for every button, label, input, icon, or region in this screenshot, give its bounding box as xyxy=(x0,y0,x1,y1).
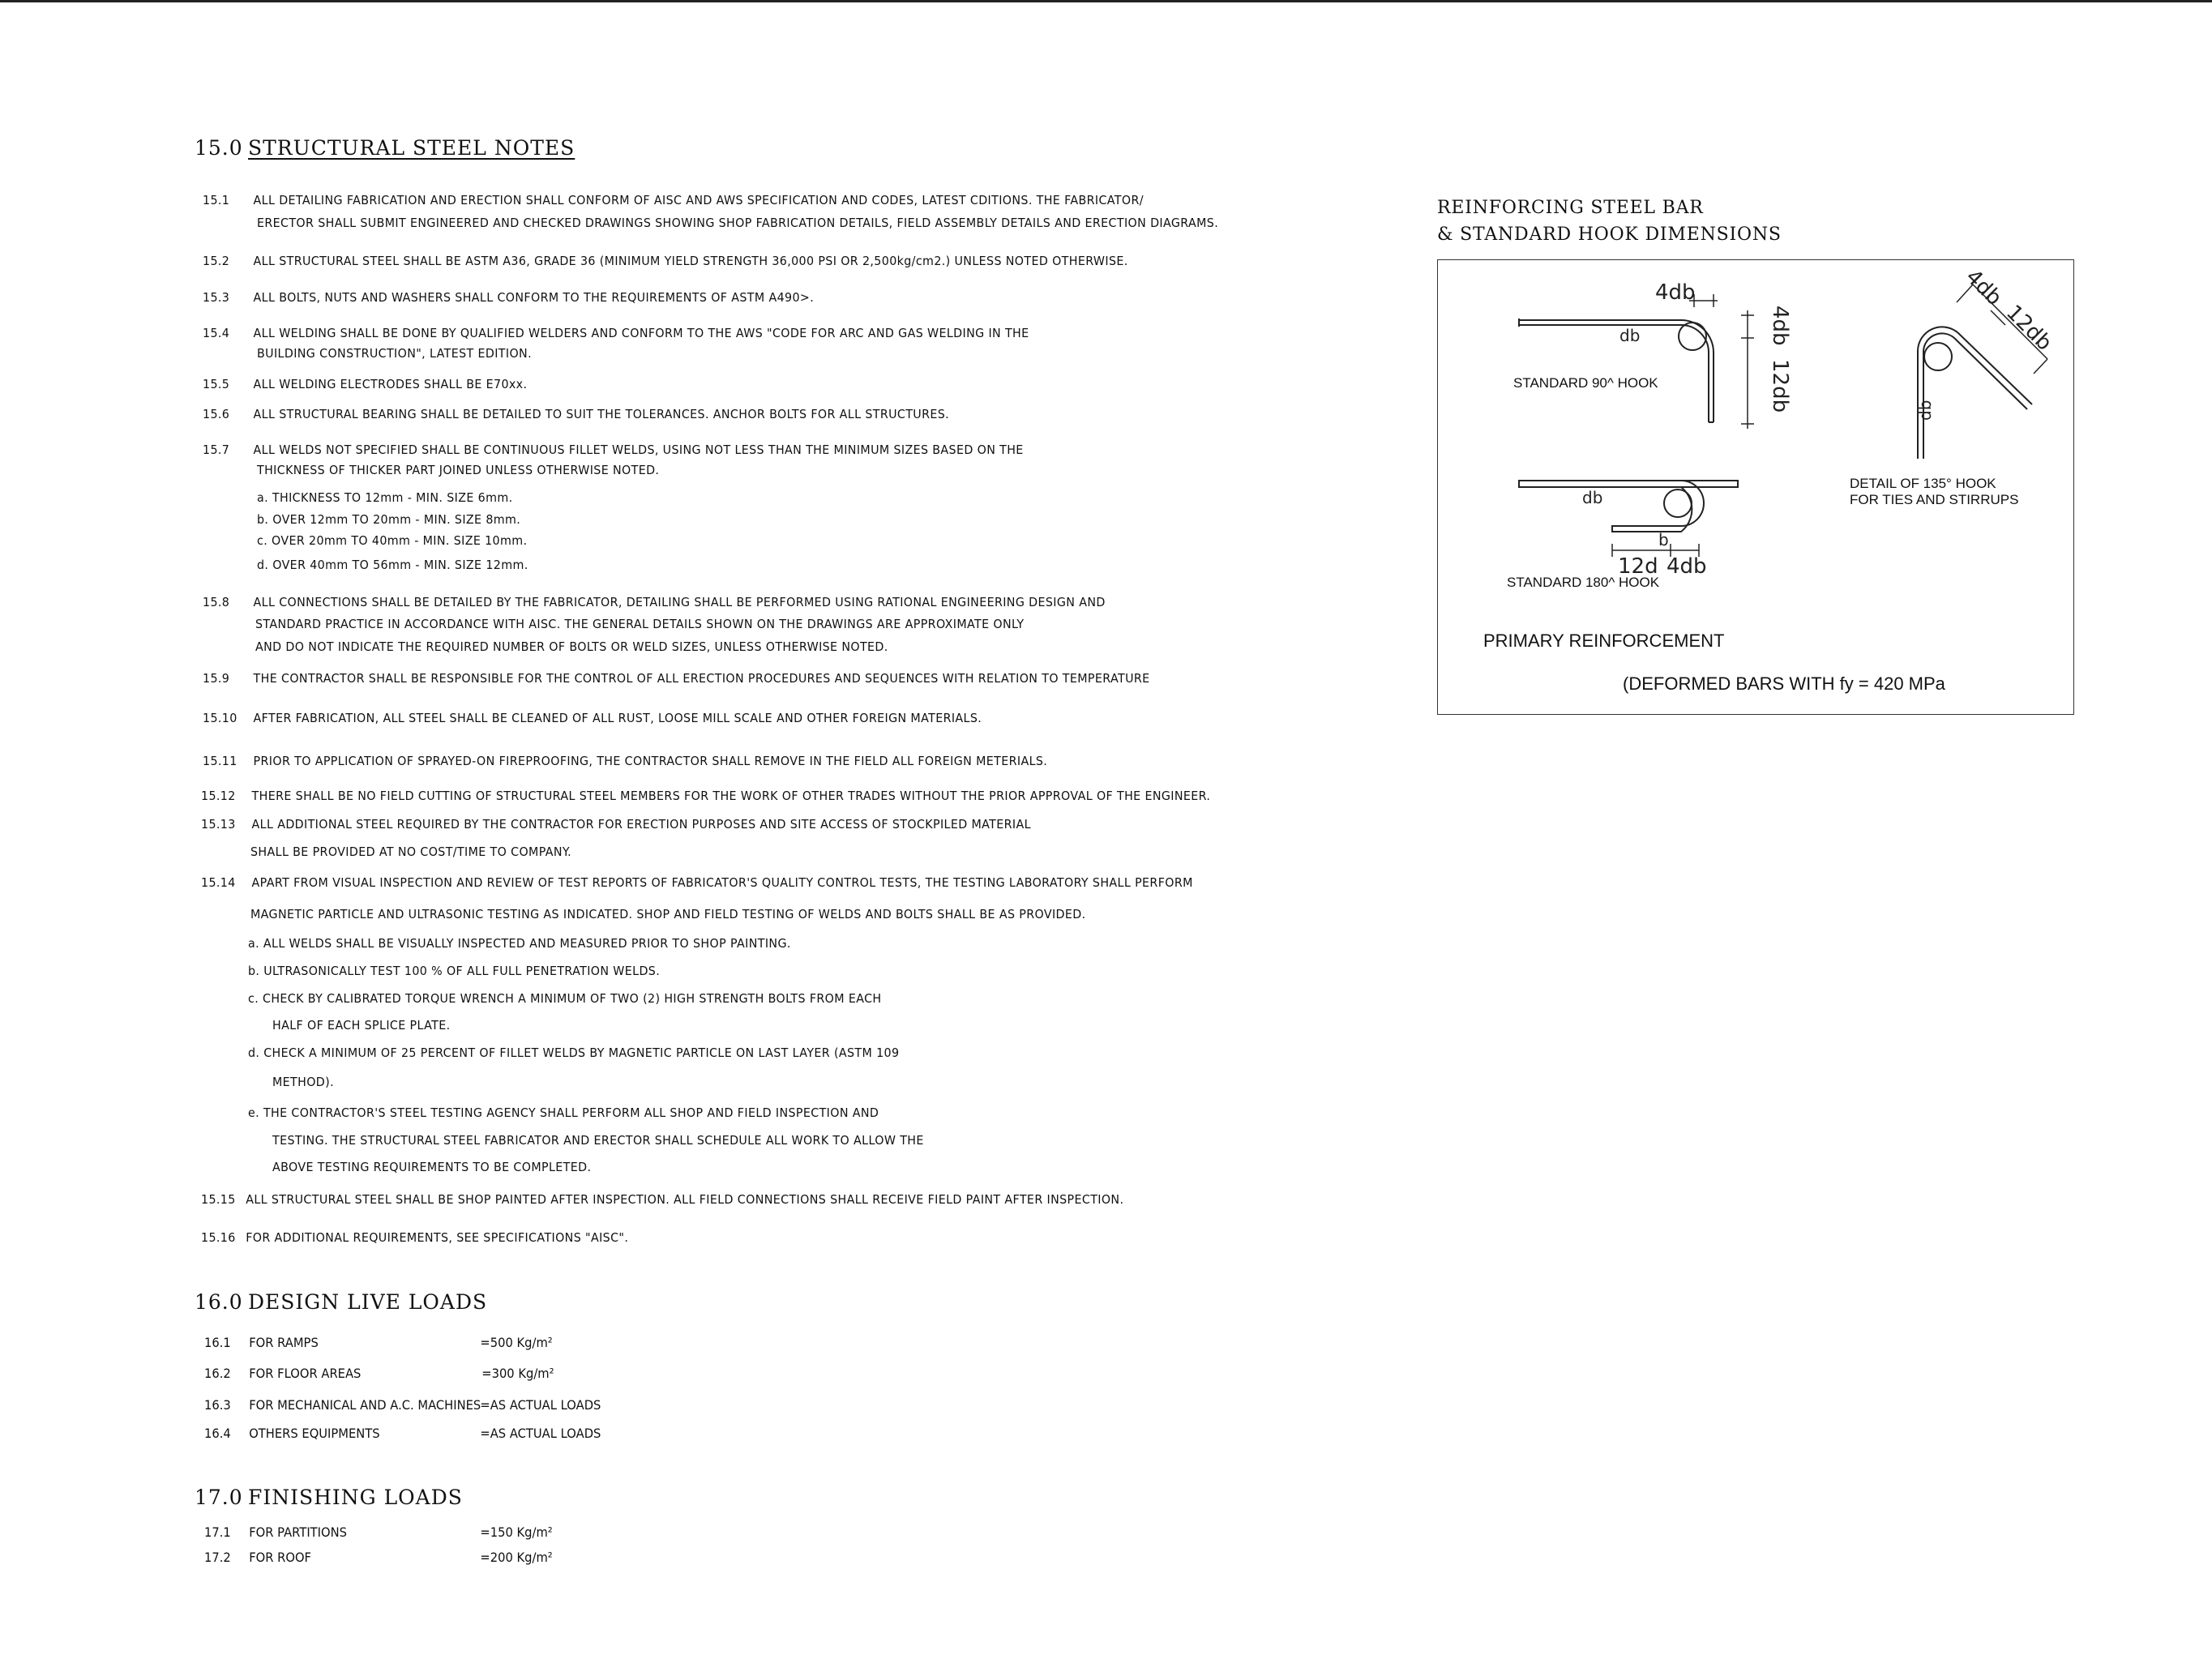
dim-180-12d: 12d xyxy=(1618,554,1658,579)
dim-90-db: db xyxy=(1619,326,1641,345)
label-primary-reinforcement: PRIMARY REINFORCEMENT xyxy=(1483,631,1725,651)
hook-90-bar xyxy=(1519,320,1714,422)
note-15-1-line2: ERECTOR SHALL SUBMIT ENGINEERED AND CHECKED DRAWINGS SHOWING SHOP FABRICATION DETAILS, FIELD ASSEMBLY DETAILS AND ERECTION DIAGRAMS. xyxy=(257,216,1219,230)
hook-180-loop xyxy=(1612,481,1704,532)
note-text: ALL WELDS NOT SPECIFIED SHALL BE CONTINUOUS FILLET WELDS, USING NOT LESS THAN THE MINIMUM SIZES BASED ON THE xyxy=(253,443,1024,457)
note-number: 15.12 xyxy=(201,789,236,803)
load-value: =200 Kg/m² xyxy=(480,1550,553,1565)
section-title: STRUCTURAL STEEL NOTES xyxy=(248,136,575,160)
note-15-8-line2: STANDARD PRACTICE IN ACCORDANCE WITH AISC. THE GENERAL DETAILS SHOWN ON THE DRAWINGS ARE APPROXIMATE ONLY xyxy=(255,617,1025,631)
note-number: 15.3 xyxy=(203,290,230,305)
hook-135-bar-inner xyxy=(1923,333,2027,459)
note-number: 15.15 xyxy=(201,1192,236,1207)
label-standard-180-hook: STANDARD 180^ HOOK xyxy=(1507,575,1660,590)
section-number: 16.0 xyxy=(195,1290,243,1314)
note-15-14-line2: MAGNETIC PARTICLE AND ULTRASONIC TESTING AS INDICATED. SHOP AND FIELD TESTING OF WELDS AND BOLTS SHALL BE AS PROVIDED. xyxy=(250,907,1086,921)
note-number: 15.16 xyxy=(201,1230,236,1245)
note-text: PRIOR TO APPLICATION OF SPRAYED-ON FIREPROOFING, THE CONTRACTOR SHALL REMOVE IN THE FIELD ALL FOREIGN METERIALS. xyxy=(253,754,1048,768)
hook-180-bar xyxy=(1519,481,1738,487)
load-number: 16.3 xyxy=(204,1397,231,1413)
note-number: 15.2 xyxy=(203,254,230,268)
load-item: FOR RAMPS xyxy=(249,1335,319,1350)
dim-135-4db: 4db xyxy=(1961,264,2007,310)
load-number: 17.2 xyxy=(204,1550,231,1565)
note-text: ALL STRUCTURAL STEEL SHALL BE SHOP PAINTED AFTER INSPECTION. ALL FIELD CONNECTIONS SHALL RECEIVE FIELD PAINT AFTER INSPECTION. xyxy=(246,1192,1124,1207)
note-15-14-e2: TESTING. THE STRUCTURAL STEEL FABRICATOR AND ERECTOR SHALL SCHEDULE ALL WORK TO ALLOW THE xyxy=(272,1133,924,1148)
hook-180-pin xyxy=(1664,490,1692,517)
dim-90-4db-vert: 4db xyxy=(1768,306,1792,346)
note-number: 15.10 xyxy=(203,711,237,725)
note-15-7-a: a. THICKNESS TO 12mm - MIN. SIZE 6mm. xyxy=(257,490,513,505)
note-15-7-c: c. OVER 20mm TO 40mm - MIN. SIZE 10mm. xyxy=(257,533,528,548)
note-text: THE CONTRACTOR SHALL BE RESPONSIBLE FOR THE CONTROL OF ALL ERECTION PROCEDURES AND SEQUENCES WITH RELATION TO TEMPERATURE xyxy=(253,671,1150,686)
note-15-13-line2: SHALL BE PROVIDED AT NO COST/TIME TO COMPANY. xyxy=(250,844,572,859)
note-text: ALL WELDING SHALL BE DONE BY QUALIFIED WELDERS AND CONFORM TO THE AWS "CODE FOR ARC AND GAS WELDING IN THE xyxy=(253,326,1029,340)
label-135-hook-line1: DETAIL OF 135° HOOK xyxy=(1850,476,1996,491)
note-number: 15.7 xyxy=(203,443,230,457)
load-number: 16.4 xyxy=(204,1426,231,1441)
section-17-heading xyxy=(195,1486,463,1509)
note-text: APART FROM VISUAL INSPECTION AND REVIEW OF TEST REPORTS OF FABRICATOR'S QUALITY CONTROL TESTS, THE TESTING LABORATORY SHALL PERFORM xyxy=(251,875,1193,890)
note-number: 15.5 xyxy=(203,377,230,391)
load-value: =AS ACTUAL LOADS xyxy=(480,1397,601,1413)
section-title: FINISHING LOADS xyxy=(248,1486,463,1509)
note-15-14-c1: c. CHECK BY CALIBRATED TORQUE WRENCH A MINIMUM OF TWO (2) HIGH STRENGTH BOLTS FROM EACH xyxy=(248,991,882,1006)
dim-90-4db: 4db xyxy=(1655,280,1696,305)
hook-90-bar-inner xyxy=(1519,325,1709,422)
top-border-line xyxy=(0,0,2212,2)
dim-180-4db: 4db xyxy=(1666,554,1707,579)
load-number: 16.2 xyxy=(204,1366,231,1381)
note-number: 15.6 xyxy=(203,407,230,421)
hook-135-pin xyxy=(1924,343,1952,370)
note-15-14-e1: e. THE CONTRACTOR'S STEEL TESTING AGENCY SHALL PERFORM ALL SHOP AND FIELD INSPECTION AND xyxy=(248,1105,879,1120)
label-standard-90-hook: STANDARD 90^ HOOK xyxy=(1513,375,1658,391)
diagram-title-line1: REINFORCING STEEL BAR xyxy=(1437,198,1704,218)
note-text: ALL STRUCTURAL STEEL SHALL BE ASTM A36, GRADE 36 (MINIMUM YIELD STRENGTH 36,000 PSI OR 2,500kg/cm2.) UNLESS NOTED OTHERWISE. xyxy=(253,254,1128,268)
load-number: 17.1 xyxy=(204,1524,231,1540)
dim-180-b: b xyxy=(1658,530,1669,549)
hook-dimensions-diagram xyxy=(1437,259,2074,715)
dim-90-12db: 12db xyxy=(1768,359,1792,413)
note-number: 15.13 xyxy=(201,817,236,832)
dim-135-db: db xyxy=(1915,400,1935,421)
section-16-heading xyxy=(195,1290,487,1314)
note-number: 15.11 xyxy=(203,754,237,768)
note-text: AFTER FABRICATION, ALL STEEL SHALL BE CLEANED OF ALL RUST, LOOSE MILL SCALE AND OTHER FOREIGN MATERIALS. xyxy=(253,711,982,725)
load-item: FOR MECHANICAL AND A.C. MACHINES xyxy=(249,1397,481,1413)
diagram-title-line2: & STANDARD HOOK DIMENSIONS xyxy=(1437,224,1782,245)
note-text: ALL WELDING ELECTRODES SHALL BE E70xx. xyxy=(253,377,528,391)
hook-135-bar xyxy=(1918,327,2032,459)
load-value: =300 Kg/m² xyxy=(481,1366,554,1381)
note-text: ALL DETAILING FABRICATION AND ERECTION SHALL CONFORM OF AISC AND AWS SPECIFICATION AND CODES, LATEST CDITIONS. THE FABRICATOR/ xyxy=(253,193,1144,207)
note-15-14-a: a. ALL WELDS SHALL BE VISUALLY INSPECTED AND MEASURED PRIOR TO SHOP PAINTING. xyxy=(248,936,791,951)
note-text: ALL BOLTS, NUTS AND WASHERS SHALL CONFORM TO THE REQUIREMENTS OF ASTM A490>. xyxy=(253,290,815,305)
note-text: ALL ADDITIONAL STEEL REQUIRED BY THE CONTRACTOR FOR ERECTION PURPOSES AND SITE ACCESS OF STOCKPILED MATERIAL xyxy=(251,817,1031,832)
note-text: ALL CONNECTIONS SHALL BE DETAILED BY THE FABRICATOR, DETAILING SHALL BE PERFORMED USING RATIONAL ENGINEERING DESIGN AND xyxy=(253,595,1106,609)
load-value: =500 Kg/m² xyxy=(480,1335,553,1350)
label-135-hook-line2: FOR TIES AND STIRRUPS xyxy=(1850,492,2019,507)
load-item: FOR ROOF xyxy=(249,1550,312,1565)
note-15-7-line2: THICKNESS OF THICKER PART JOINED UNLESS OTHERWISE NOTED. xyxy=(257,463,660,477)
load-item: OTHERS EQUIPMENTS xyxy=(249,1426,380,1441)
load-item: FOR PARTITIONS xyxy=(249,1524,347,1540)
note-number: 15.8 xyxy=(203,595,230,609)
note-15-14-b: b. ULTRASONICALLY TEST 100 % OF ALL FULL PENETRATION WELDS. xyxy=(248,964,661,978)
dim-180-db: db xyxy=(1582,488,1603,507)
dim-135-12db: 12db xyxy=(2001,300,2056,356)
note-number: 15.14 xyxy=(201,875,236,890)
note-text: FOR ADDITIONAL REQUIREMENTS, SEE SPECIFICATIONS "AISC". xyxy=(246,1230,629,1245)
section-number: 15.0 xyxy=(195,136,243,160)
note-15-7-b: b. OVER 12mm TO 20mm - MIN. SIZE 8mm. xyxy=(257,512,521,527)
section-title: DESIGN LIVE LOADS xyxy=(248,1290,488,1314)
note-text: THERE SHALL BE NO FIELD CUTTING OF STRUCTURAL STEEL MEMBERS FOR THE WORK OF OTHER TRADES WITHOUT THE PRIOR APPROVAL OF THE ENGINEER. xyxy=(251,789,1211,803)
section-number: 17.0 xyxy=(195,1486,243,1509)
note-text: ALL STRUCTURAL BEARING SHALL BE DETAILED TO SUIT THE TOLERANCES. ANCHOR BOLTS FOR ALL STRUCTURES. xyxy=(253,407,950,421)
note-15-14-d1: d. CHECK A MINIMUM OF 25 PERCENT OF FILLET WELDS BY MAGNETIC PARTICLE ON LAST LAYER (ASTM 109 xyxy=(248,1045,900,1060)
section-15-heading xyxy=(195,136,575,160)
load-value: =150 Kg/m² xyxy=(480,1524,553,1540)
note-15-14-e3: ABOVE TESTING REQUIREMENTS TO BE COMPLETED. xyxy=(272,1160,592,1174)
note-number: 15.9 xyxy=(203,671,230,686)
note-number: 15.4 xyxy=(203,326,230,340)
label-deformed-bars: (DEFORMED BARS WITH fy = 420 MPa xyxy=(1623,673,1945,694)
note-15-4-line2: BUILDING CONSTRUCTION", LATEST EDITION. xyxy=(257,346,532,361)
note-15-7-d: d. OVER 40mm TO 56mm - MIN. SIZE 12mm. xyxy=(257,558,528,572)
note-15-8-line3: AND DO NOT INDICATE THE REQUIRED NUMBER OF BOLTS OR WELD SIZES, UNLESS OTHERWISE NOTED. xyxy=(255,639,888,654)
note-15-14-d2: METHOD). xyxy=(272,1075,335,1089)
load-value: =AS ACTUAL LOADS xyxy=(480,1426,601,1441)
note-15-14-c2: HALF OF EACH SPLICE PLATE. xyxy=(272,1018,451,1033)
load-number: 16.1 xyxy=(204,1335,231,1350)
note-number: 15.1 xyxy=(203,193,230,207)
load-item: FOR FLOOR AREAS xyxy=(249,1366,362,1381)
